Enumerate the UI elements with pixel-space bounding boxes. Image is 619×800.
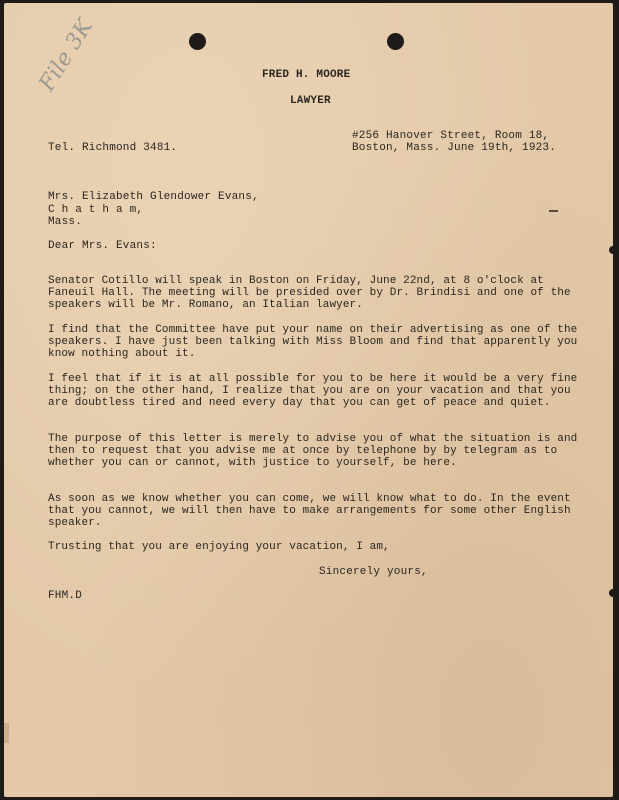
punch-hole	[387, 33, 404, 50]
recipient-state: Mass.	[48, 216, 83, 228]
body-paragraph: I find that the Committee have put your name on their advertising as one of the speakers. I have just been talking with Miss Bloom and find that apparently you know nothing about it.	[48, 324, 578, 361]
address-line: #256 Hanover Street, Room 18,	[352, 130, 550, 142]
body-paragraph: Trusting that you are enjoying your vacation, I am,	[48, 541, 390, 553]
body-paragraph: As soon as we know whether you can come, we will know what to do. In the event that you cannot, we will then have to make arrangements for some other English speaker.	[48, 493, 571, 530]
body-paragraph: I feel that if it is at all possible for you to be here it would be a very fine thing; on the other hand, I realize that you are on your vacation and that you are doubtless tired and need every day that you can get of peace and quiet.	[48, 373, 578, 410]
edge-tear	[609, 589, 617, 597]
body-paragraph: The purpose of this letter is merely to advise you of what the situation is and then to request that you advise me at once by telephone by by telegram as to whether you can or cannot, with justice to yourself, be here.	[48, 433, 578, 470]
letterhead-name: FRED H. MOORE	[262, 69, 351, 81]
recipient-name: Mrs. Elizabeth Glendower Evans,	[48, 191, 259, 203]
punch-hole	[189, 33, 206, 50]
closing: Sincerely yours,	[319, 566, 428, 578]
edge-tear	[609, 246, 617, 254]
stray-mark	[549, 210, 558, 212]
letter-page	[4, 3, 613, 797]
edge-tab	[4, 723, 9, 743]
salutation: Dear Mrs. Evans:	[48, 240, 157, 252]
recipient-town: C h a t h a m,	[48, 204, 144, 216]
body-paragraph: Senator Cotillo will speak in Boston on Friday, June 22nd, at 8 o'clock at Faneuil Hall. The meeting will be presided over by Dr. Brindisi and one of the speakers will be Mr. Romano, an Italian lawyer.	[48, 275, 571, 312]
date-line: Boston, Mass. June 19th, 1923.	[352, 142, 557, 154]
handwritten-file-note: File 3K	[34, 14, 99, 96]
typist-initials: FHM.D	[48, 590, 83, 602]
letterhead-title: LAWYER	[290, 95, 331, 107]
telephone-number: Tel. Richmond 3481.	[48, 142, 178, 154]
